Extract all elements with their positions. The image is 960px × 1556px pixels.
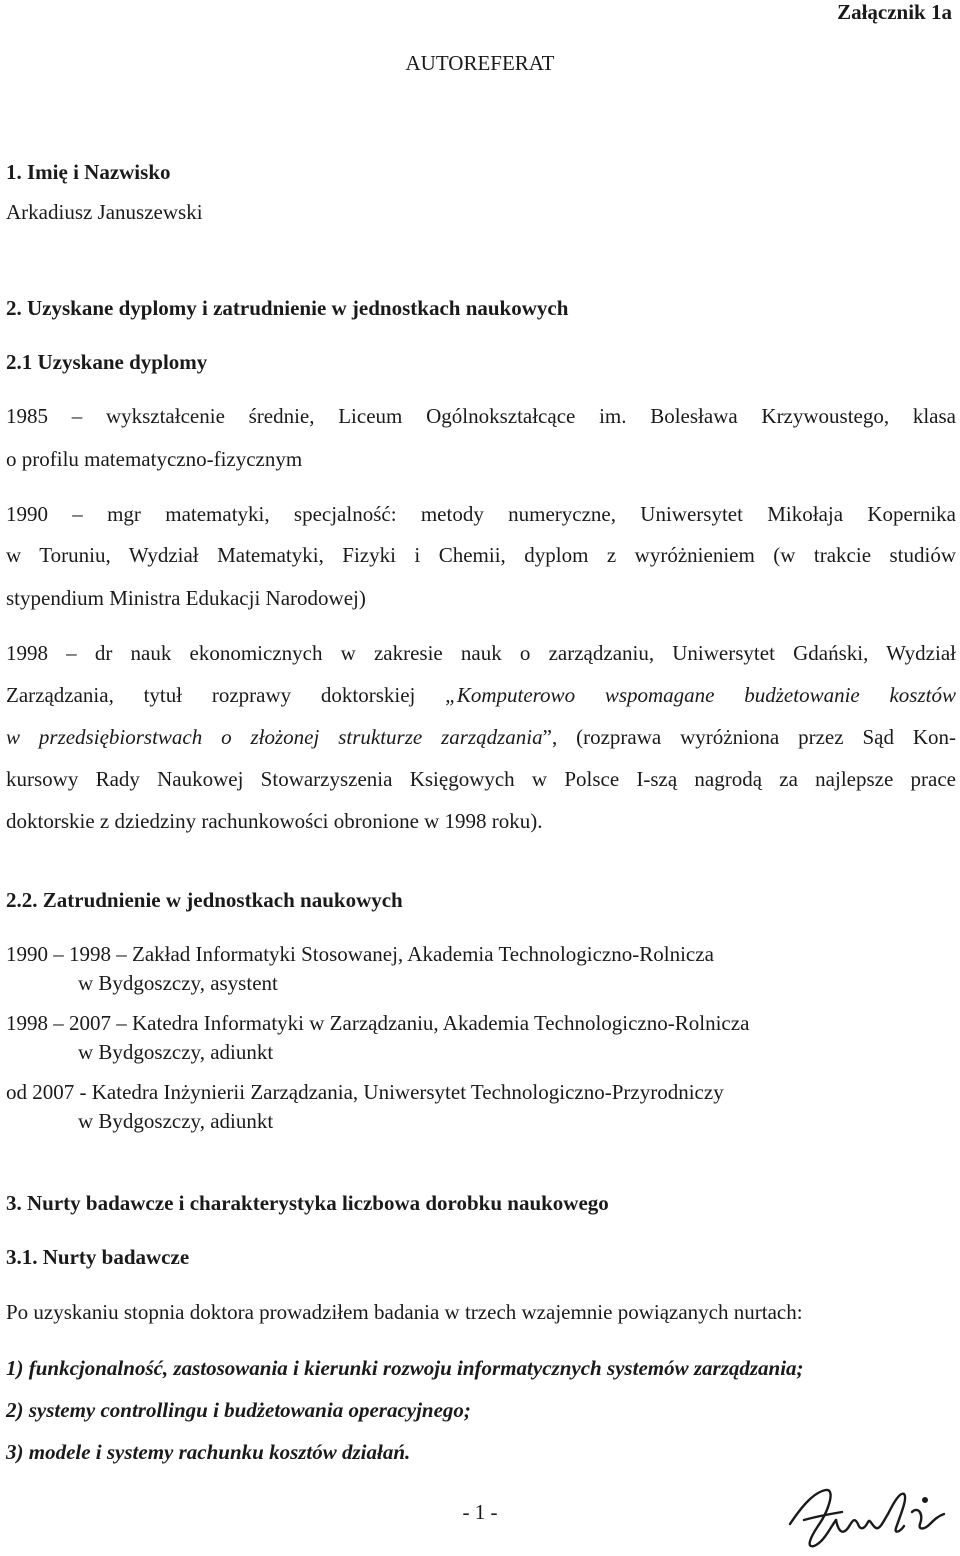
attachment-label: Załącznik 1a (837, 0, 952, 24)
job-2-line-2: w Bydgoszczy, adiunkt (78, 1040, 274, 1064)
research-item-3: 3) modele i systemy rachunku kosztów działań. (6, 1440, 411, 1464)
research-intro: Po uzyskaniu stopnia doktora prowadziłem badania w trzech wzajemnie powiązanych nurtach: (6, 1300, 803, 1324)
document-title: AUTOREFERAT (405, 51, 555, 75)
diploma-1990-line-2: w Toruniu, Wydział Matematyki, Fizyki i Chemii, dyplom z wyróżnieniem (w trakcie studiów (6, 543, 956, 567)
diploma-1998-line-5: doktorskie z dziedziny rachunkowości obronione w 1998 roku). (6, 809, 543, 833)
job-1-line-2: w Bydgoszczy, asystent (78, 971, 278, 995)
signature-icon (784, 1484, 948, 1554)
job-3-line-2: w Bydgoszczy, adiunkt (78, 1109, 274, 1133)
thesis-award-note: ”, (rozprawa wyróżniona przez Sąd Kon- (542, 725, 956, 749)
section-2-2-heading: 2.2. Zatrudnienie w jednostkach naukowych (6, 888, 403, 912)
job-1-line-1: 1990 – 1998 – Zakład Informatyki Stosowanej, Akademia Technologiczno-Rolnicza (6, 942, 714, 966)
section-3-1-heading: 3.1. Nurty badawcze (6, 1245, 190, 1269)
thesis-intro: Zarządzania, tytuł rozprawy doktorskiej (6, 683, 416, 707)
research-item-2: 2) systemy controllingu i budżetowania operacyjnego; (6, 1398, 471, 1422)
thesis-title-part-1: „Komputerowo wspomagane budżetowanie kosztów (445, 683, 956, 707)
diploma-1990-line-3: stypendium Ministra Edukacji Narodowej) (6, 586, 366, 610)
section-2-1-heading: 2.1 Uzyskane dyplomy (6, 350, 208, 374)
section-2-heading: 2. Uzyskane dyplomy i zatrudnienie w jednostkach naukowych (6, 296, 569, 320)
diploma-1985-line-2: o profilu matematyczno-fizycznym (6, 447, 303, 471)
thesis-title-part-2: w przedsiębiorstwach o złożonej strukturze zarządzania (6, 725, 543, 749)
section-1-heading: 1. Imię i Nazwisko (6, 160, 171, 184)
diploma-1990-line-1: 1990 – mgr matematyki, specjalność: metody numeryczne, Uniwersytet Mikołaja Kopernika (6, 502, 956, 526)
author-name: Arkadiusz Januszewski (6, 200, 203, 224)
diploma-1998-line-3 (6, 727, 956, 748)
diploma-1998-line-2 (6, 685, 956, 706)
page-number: - 1 - (462, 1500, 498, 1524)
research-item-1: 1) funkcjonalność, zastosowania i kierunki rozwoju informatycznych systemów zarządzania; (6, 1356, 804, 1380)
diploma-1985-line-1: 1985 – wykształcenie średnie, Liceum Ogólnokształcące im. Bolesława Krzywoustego, klasa (6, 404, 956, 428)
diploma-1998-line-4: kursowy Rady Naukowej Stowarzyszenia Księgowych w Polsce I-szą nagrodą za najlepsze prace (6, 767, 956, 791)
job-2-line-1: 1998 – 2007 – Katedra Informatyki w Zarządzaniu, Akademia Technologiczno-Rolnicza (6, 1011, 750, 1035)
section-3-heading: 3. Nurty badawcze i charakterystyka liczbowa dorobku naukowego (6, 1191, 609, 1215)
job-3-line-1: od 2007 - Katedra Inżynierii Zarządzania, Uniwersytet Technologiczno-Przyrodniczy (6, 1080, 724, 1104)
diploma-1998-line-1: 1998 – dr nauk ekonomicznych w zakresie nauk o zarządzaniu, Uniwersytet Gdański, Wydział (6, 641, 956, 665)
